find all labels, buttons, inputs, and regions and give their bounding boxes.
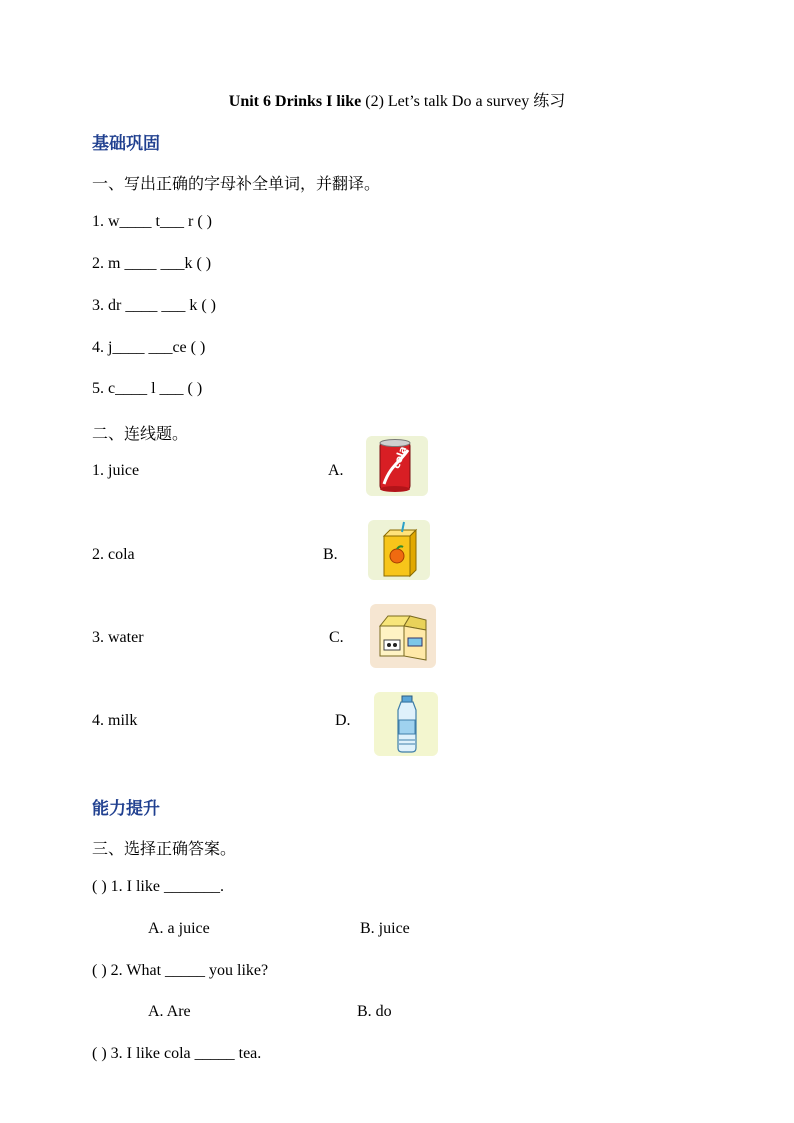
title-rest: (2) Let’s talk Do a survey 练习 bbox=[361, 93, 566, 110]
fill-item-2: 2. m ____ ___k ( ) bbox=[92, 255, 212, 272]
match-word-3: 3. water bbox=[92, 629, 144, 646]
part2-instruction: 二、连线题。 bbox=[92, 424, 189, 443]
match-word-4: 4. milk bbox=[92, 712, 138, 729]
match-letter-a: A. bbox=[328, 462, 344, 479]
match-word-2: 2. cola bbox=[92, 546, 135, 563]
orange-juice-box-icon bbox=[368, 520, 430, 580]
question-2-option-b: B. do bbox=[357, 1003, 392, 1020]
question-2-stem: ( ) 2. What _____ you like? bbox=[92, 962, 269, 979]
part3-instruction: 三、选择正确答案。 bbox=[92, 839, 237, 858]
fill-item-1: 1. w____ t___ r ( ) bbox=[92, 213, 212, 230]
question-1-option-a: A. a juice bbox=[148, 920, 210, 937]
section-heading-advanced: 能力提升 bbox=[92, 799, 160, 819]
fill-item-5: 5. c____ l ___ ( ) bbox=[92, 380, 203, 397]
question-1-stem: ( ) 1. I like _______. bbox=[92, 878, 224, 895]
question-1-option-b: B. juice bbox=[360, 920, 410, 937]
page-title bbox=[0, 88, 794, 111]
question-2-option-a: A. Are bbox=[148, 1003, 191, 1020]
match-letter-c: C. bbox=[329, 629, 344, 646]
water-bottle-icon bbox=[374, 692, 438, 756]
match-word-1: 1. juice bbox=[92, 462, 140, 479]
svg-text:cola: cola bbox=[391, 445, 410, 471]
milk-carton-icon bbox=[370, 604, 436, 668]
fill-item-4: 4. j____ ___ce ( ) bbox=[92, 339, 206, 356]
match-letter-b: B. bbox=[323, 546, 338, 563]
title-bold: Unit 6 Drinks I like bbox=[228, 93, 362, 110]
match-letter-d: D. bbox=[335, 712, 351, 729]
fill-item-3: 3. dr ____ ___ k ( ) bbox=[92, 297, 216, 314]
cola-can-icon bbox=[366, 436, 428, 496]
section-heading-basic: 基础巩固 bbox=[92, 134, 160, 154]
part1-instruction: 一、写出正确的字母补全单词，并翻译。 bbox=[92, 174, 381, 193]
question-3-stem: ( ) 3. I like cola _____ tea. bbox=[92, 1045, 262, 1062]
